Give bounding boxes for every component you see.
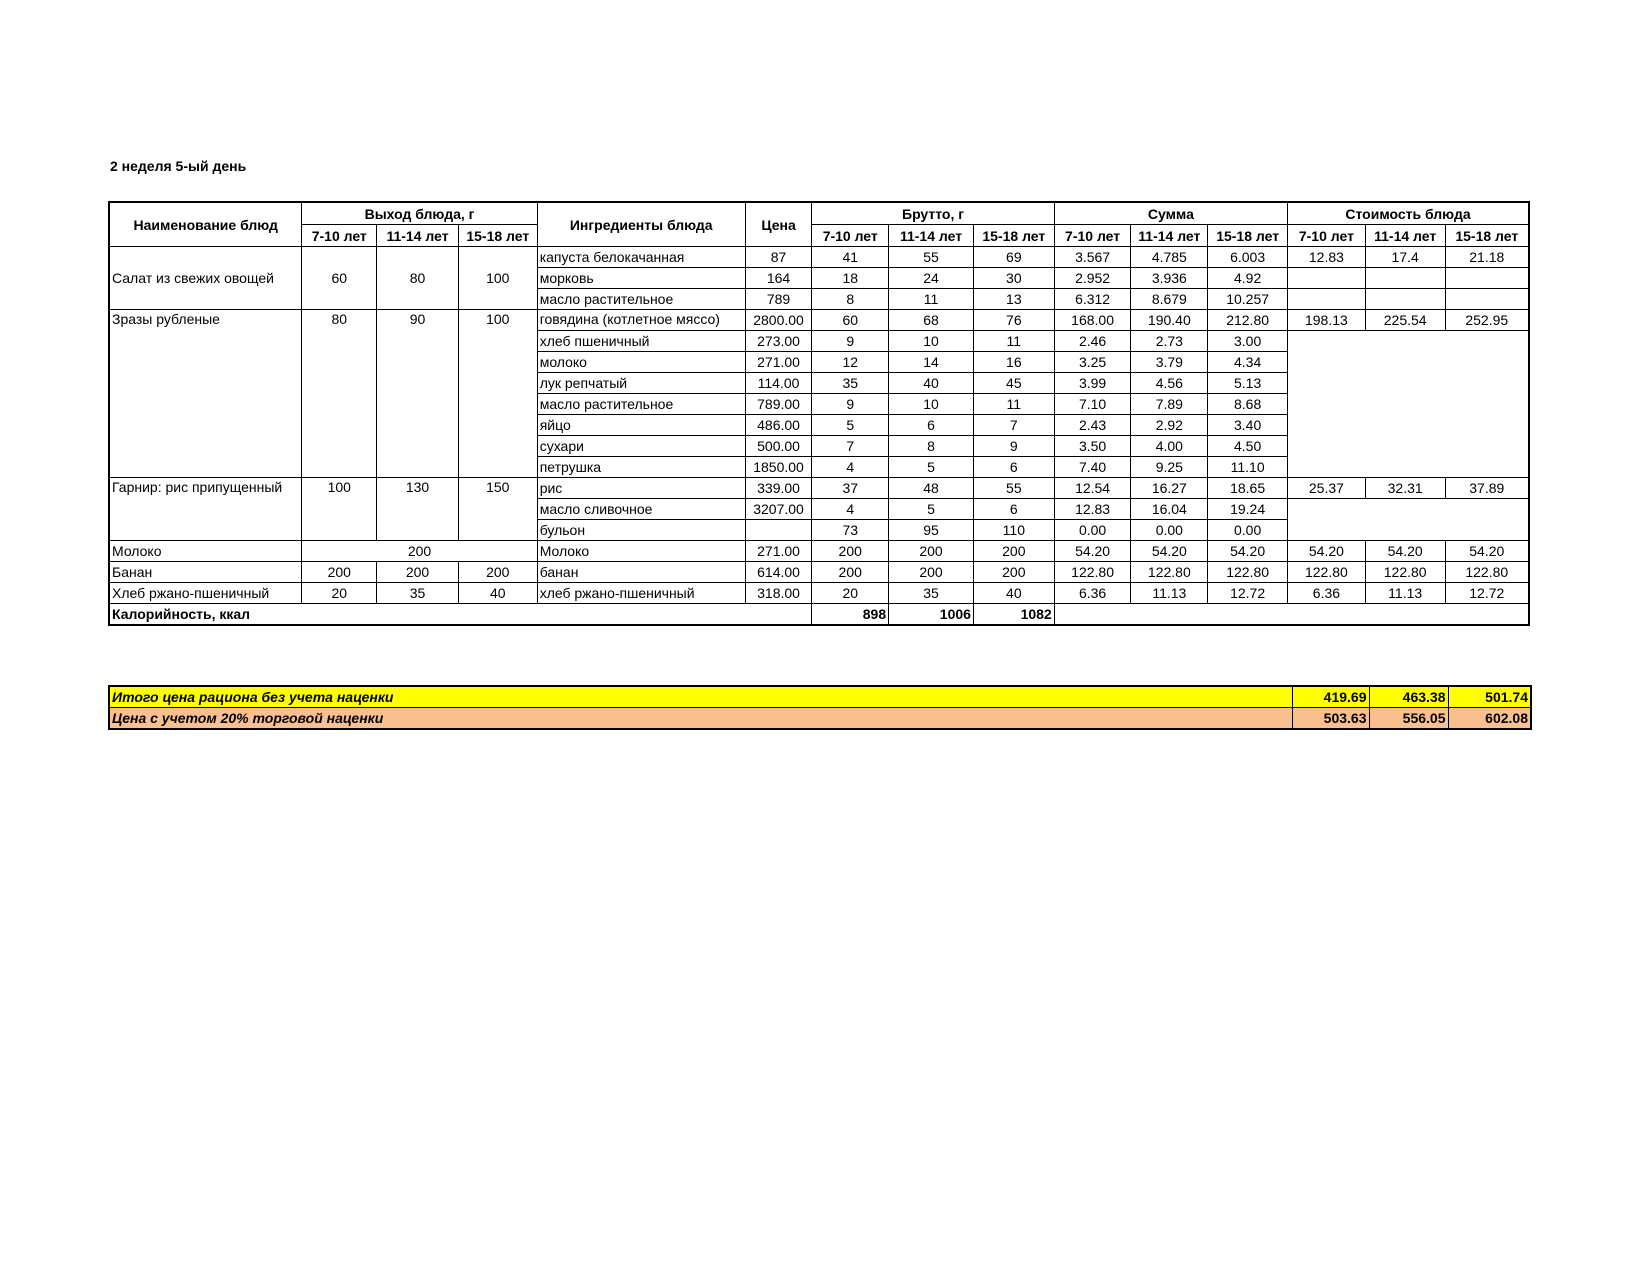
sum-value: 6.003 — [1208, 247, 1288, 268]
brutto-value: 4 — [812, 457, 889, 478]
sum-value: 8.68 — [1208, 394, 1288, 415]
sum-value: 190.40 — [1131, 310, 1208, 331]
ingredient-price: 87 — [745, 247, 812, 268]
sum-value: 6.36 — [1054, 583, 1131, 604]
total-value: 419.69 — [1292, 686, 1369, 708]
sum-value: 122.80 — [1131, 562, 1208, 583]
ingredient-name: петрушка — [537, 457, 745, 478]
dish-cost: 198.13 — [1288, 310, 1366, 331]
sum-value: 54.20 — [1208, 541, 1288, 562]
header-age: 15-18 лет — [973, 225, 1054, 247]
dish-cost: 37.89 — [1445, 478, 1529, 499]
sum-value: 3.567 — [1054, 247, 1131, 268]
totals-table — [108, 685, 1532, 730]
sum-value: 9.25 — [1131, 457, 1208, 478]
brutto-value: 5 — [889, 457, 974, 478]
brutto-value: 8 — [812, 289, 889, 310]
dish-output: 100 — [302, 478, 377, 541]
table-row — [109, 247, 1529, 268]
calories-row — [109, 604, 1529, 626]
sum-value: 12.83 — [1054, 499, 1131, 520]
header-brutto: Брутто, г — [812, 202, 1054, 225]
dish-output: 80 — [302, 310, 377, 478]
sum-value: 12.72 — [1208, 583, 1288, 604]
dish-output: 200 — [458, 562, 537, 583]
calories-value: 1082 — [973, 604, 1054, 626]
dish-name: Гарнир: рис припущенный — [109, 478, 302, 541]
header-age: 11-14 лет — [377, 225, 459, 247]
brutto-value: 11 — [973, 394, 1054, 415]
total-label: Цена с учетом 20% торговой наценки — [109, 708, 1292, 730]
ingredient-price: 164 — [745, 268, 812, 289]
header-age: 11-14 лет — [1365, 225, 1445, 247]
ingredient-name: морковь — [537, 268, 745, 289]
dish-output: 60 — [302, 247, 377, 310]
sum-value: 7.40 — [1054, 457, 1131, 478]
dish-output: 200 — [377, 562, 459, 583]
dish-output: 40 — [458, 583, 537, 604]
brutto-value: 69 — [973, 247, 1054, 268]
total-row-with-markup — [109, 708, 1531, 730]
total-value: 501.74 — [1448, 686, 1531, 708]
dish-cost: 17.4 — [1365, 247, 1445, 268]
brutto-value: 68 — [889, 310, 974, 331]
sum-value: 0.00 — [1208, 520, 1288, 541]
dish-cost: 225.54 — [1365, 310, 1445, 331]
ingredient-name: хлеб пшеничный — [537, 331, 745, 352]
header-age: 7-10 лет — [812, 225, 889, 247]
table-header-row — [109, 202, 1529, 225]
sum-value: 11.13 — [1131, 583, 1208, 604]
brutto-value: 200 — [812, 541, 889, 562]
brutto-value: 6 — [973, 457, 1054, 478]
ingredient-price: 3207.00 — [745, 499, 812, 520]
brutto-value: 45 — [973, 373, 1054, 394]
dish-output: 100 — [458, 310, 537, 478]
brutto-value: 37 — [812, 478, 889, 499]
total-value: 602.08 — [1448, 708, 1531, 730]
dish-cost: 54.20 — [1288, 541, 1366, 562]
brutto-value: 30 — [973, 268, 1054, 289]
brutto-value: 24 — [889, 268, 974, 289]
sum-value: 10.257 — [1208, 289, 1288, 310]
dish-cost: 122.80 — [1365, 562, 1445, 583]
empty-cell — [1445, 268, 1529, 289]
dish-cost: 6.36 — [1288, 583, 1366, 604]
brutto-value: 40 — [889, 373, 974, 394]
ingredient-name: банан — [537, 562, 745, 583]
total-value: 503.63 — [1292, 708, 1369, 730]
ingredient-name: Молоко — [537, 541, 745, 562]
empty-cell — [1288, 499, 1529, 541]
dish-output: 150 — [458, 478, 537, 541]
ingredient-price: 271.00 — [745, 541, 812, 562]
ingredient-name: лук репчатый — [537, 373, 745, 394]
brutto-value: 60 — [812, 310, 889, 331]
sum-value: 3.50 — [1054, 436, 1131, 457]
sum-value: 6.312 — [1054, 289, 1131, 310]
header-sum: Сумма — [1054, 202, 1287, 225]
header-output: Выход блюда, г — [302, 202, 537, 225]
ingredient-price: 789.00 — [745, 394, 812, 415]
sum-value: 16.04 — [1131, 499, 1208, 520]
dish-cost: 12.72 — [1445, 583, 1529, 604]
ingredient-price: 1850.00 — [745, 457, 812, 478]
brutto-value: 55 — [889, 247, 974, 268]
ingredient-name: масло сливочное — [537, 499, 745, 520]
sum-value: 8.679 — [1131, 289, 1208, 310]
header-cost: Стоимость блюда — [1288, 202, 1529, 225]
header-ingredients: Ингредиенты блюда — [537, 202, 745, 247]
sum-value: 4.56 — [1131, 373, 1208, 394]
dish-cost: 25.37 — [1288, 478, 1366, 499]
empty-cell — [1288, 289, 1366, 310]
ingredient-price: 273.00 — [745, 331, 812, 352]
ingredient-name: капуста белокачанная — [537, 247, 745, 268]
sum-value: 16.27 — [1131, 478, 1208, 499]
sum-value: 2.43 — [1054, 415, 1131, 436]
header-price: Цена — [745, 202, 812, 247]
dish-output: 200 — [302, 541, 537, 562]
sum-value: 122.80 — [1208, 562, 1288, 583]
header-age: 7-10 лет — [1054, 225, 1131, 247]
sum-value: 18.65 — [1208, 478, 1288, 499]
brutto-value: 20 — [812, 583, 889, 604]
sum-value: 2.73 — [1131, 331, 1208, 352]
brutto-value: 7 — [973, 415, 1054, 436]
sum-value: 212.80 — [1208, 310, 1288, 331]
empty-cell — [1054, 604, 1529, 626]
ingredient-name: масло растительное — [537, 394, 745, 415]
brutto-value: 4 — [812, 499, 889, 520]
empty-cell — [1445, 289, 1529, 310]
dish-name: Молоко — [109, 541, 302, 562]
brutto-value: 9 — [812, 394, 889, 415]
sum-value: 54.20 — [1054, 541, 1131, 562]
brutto-value: 10 — [889, 394, 974, 415]
dish-output: 35 — [377, 583, 459, 604]
header-age: 7-10 лет — [302, 225, 377, 247]
empty-cell — [1288, 268, 1366, 289]
sum-value: 19.24 — [1208, 499, 1288, 520]
header-age: 7-10 лет — [1288, 225, 1366, 247]
ingredient-price — [745, 520, 812, 541]
brutto-value: 35 — [889, 583, 974, 604]
dish-cost: 21.18 — [1445, 247, 1529, 268]
brutto-value: 11 — [973, 331, 1054, 352]
brutto-value: 200 — [889, 562, 974, 583]
brutto-value: 200 — [812, 562, 889, 583]
page-title: 2 неделя 5-ый день — [110, 158, 247, 174]
brutto-value: 6 — [889, 415, 974, 436]
dish-cost: 11.13 — [1365, 583, 1445, 604]
ingredient-price: 339.00 — [745, 478, 812, 499]
brutto-value: 76 — [973, 310, 1054, 331]
brutto-value: 10 — [889, 331, 974, 352]
brutto-value: 9 — [812, 331, 889, 352]
dish-cost: 54.20 — [1365, 541, 1445, 562]
sum-value: 3.99 — [1054, 373, 1131, 394]
ingredient-name: масло растительное — [537, 289, 745, 310]
brutto-value: 35 — [812, 373, 889, 394]
brutto-value: 14 — [889, 352, 974, 373]
table-row — [109, 583, 1529, 604]
brutto-value: 12 — [812, 352, 889, 373]
sum-value: 3.40 — [1208, 415, 1288, 436]
dish-output: 200 — [302, 562, 377, 583]
empty-cell — [1365, 268, 1445, 289]
brutto-value: 5 — [812, 415, 889, 436]
brutto-value: 11 — [889, 289, 974, 310]
calories-value: 898 — [812, 604, 889, 626]
empty-cell — [1365, 289, 1445, 310]
ingredient-price: 114.00 — [745, 373, 812, 394]
brutto-value: 95 — [889, 520, 974, 541]
sum-value: 2.952 — [1054, 268, 1131, 289]
table-row — [109, 541, 1529, 562]
sum-value: 12.54 — [1054, 478, 1131, 499]
ingredient-name: говядина (котлетное мяссо) — [537, 310, 745, 331]
sum-value: 7.10 — [1054, 394, 1131, 415]
ingredient-price: 2800.00 — [745, 310, 812, 331]
ingredient-name: яйцо — [537, 415, 745, 436]
sum-value: 7.89 — [1131, 394, 1208, 415]
sum-value: 3.25 — [1054, 352, 1131, 373]
ingredient-price: 789 — [745, 289, 812, 310]
brutto-value: 16 — [973, 352, 1054, 373]
sum-value: 4.34 — [1208, 352, 1288, 373]
dish-output: 20 — [302, 583, 377, 604]
brutto-value: 48 — [889, 478, 974, 499]
sum-value: 4.00 — [1131, 436, 1208, 457]
sum-value: 122.80 — [1054, 562, 1131, 583]
sum-value: 2.46 — [1054, 331, 1131, 352]
table-subheader-row — [109, 225, 1529, 247]
total-value: 463.38 — [1369, 686, 1448, 708]
ingredient-price: 318.00 — [745, 583, 812, 604]
brutto-value: 9 — [973, 436, 1054, 457]
dish-name: Хлеб ржано-пшеничный — [109, 583, 302, 604]
header-age: 15-18 лет — [1208, 225, 1288, 247]
brutto-value: 200 — [889, 541, 974, 562]
dish-cost: 12.83 — [1288, 247, 1366, 268]
dish-cost: 122.80 — [1288, 562, 1366, 583]
sum-value: 11.10 — [1208, 457, 1288, 478]
table-row — [109, 562, 1529, 583]
header-dish: Наименование блюд — [109, 202, 302, 247]
brutto-value: 55 — [973, 478, 1054, 499]
ingredient-price: 271.00 — [745, 352, 812, 373]
total-row-no-markup — [109, 686, 1531, 708]
sum-value: 5.13 — [1208, 373, 1288, 394]
menu-table — [108, 201, 1530, 626]
dish-output: 80 — [377, 247, 459, 310]
dish-cost: 32.31 — [1365, 478, 1445, 499]
ingredient-name: сухари — [537, 436, 745, 457]
brutto-value: 8 — [889, 436, 974, 457]
brutto-value: 40 — [973, 583, 1054, 604]
sum-value: 4.50 — [1208, 436, 1288, 457]
dish-name: Зразы рубленые — [109, 310, 302, 478]
sum-value: 2.92 — [1131, 415, 1208, 436]
ingredient-price: 486.00 — [745, 415, 812, 436]
sum-value: 4.785 — [1131, 247, 1208, 268]
header-age: 11-14 лет — [889, 225, 974, 247]
sum-value: 3.79 — [1131, 352, 1208, 373]
brutto-value: 73 — [812, 520, 889, 541]
brutto-value: 200 — [973, 541, 1054, 562]
ingredient-name: хлеб ржано-пшеничный — [537, 583, 745, 604]
calories-label: Калорийность, ккал — [109, 604, 812, 626]
header-age: 15-18 лет — [458, 225, 537, 247]
total-label: Итого цена рациона без учета наценки — [109, 686, 1292, 708]
empty-cell — [1288, 331, 1529, 478]
brutto-value: 6 — [973, 499, 1054, 520]
brutto-value: 5 — [889, 499, 974, 520]
calories-value: 1006 — [889, 604, 974, 626]
dish-name: Салат из свежих овощей — [109, 247, 302, 310]
dish-output: 100 — [458, 247, 537, 310]
brutto-value: 110 — [973, 520, 1054, 541]
dish-cost: 54.20 — [1445, 541, 1529, 562]
dish-cost: 122.80 — [1445, 562, 1529, 583]
ingredient-name: бульон — [537, 520, 745, 541]
ingredient-price: 500.00 — [745, 436, 812, 457]
sum-value: 54.20 — [1131, 541, 1208, 562]
header-age: 11-14 лет — [1131, 225, 1208, 247]
table-row — [109, 478, 1529, 499]
ingredient-name: молоко — [537, 352, 745, 373]
sum-value: 168.00 — [1054, 310, 1131, 331]
sum-value: 3.00 — [1208, 331, 1288, 352]
sum-value: 0.00 — [1131, 520, 1208, 541]
brutto-value: 200 — [973, 562, 1054, 583]
brutto-value: 18 — [812, 268, 889, 289]
table-row — [109, 310, 1529, 331]
dish-output: 130 — [377, 478, 459, 541]
sum-value: 0.00 — [1054, 520, 1131, 541]
ingredient-price: 614.00 — [745, 562, 812, 583]
brutto-value: 13 — [973, 289, 1054, 310]
total-value: 556.05 — [1369, 708, 1448, 730]
dish-cost: 252.95 — [1445, 310, 1529, 331]
sum-value: 4.92 — [1208, 268, 1288, 289]
brutto-value: 41 — [812, 247, 889, 268]
dish-output: 90 — [377, 310, 459, 478]
brutto-value: 7 — [812, 436, 889, 457]
dish-name: Банан — [109, 562, 302, 583]
ingredient-name: рис — [537, 478, 745, 499]
header-age: 15-18 лет — [1445, 225, 1529, 247]
sum-value: 3.936 — [1131, 268, 1208, 289]
